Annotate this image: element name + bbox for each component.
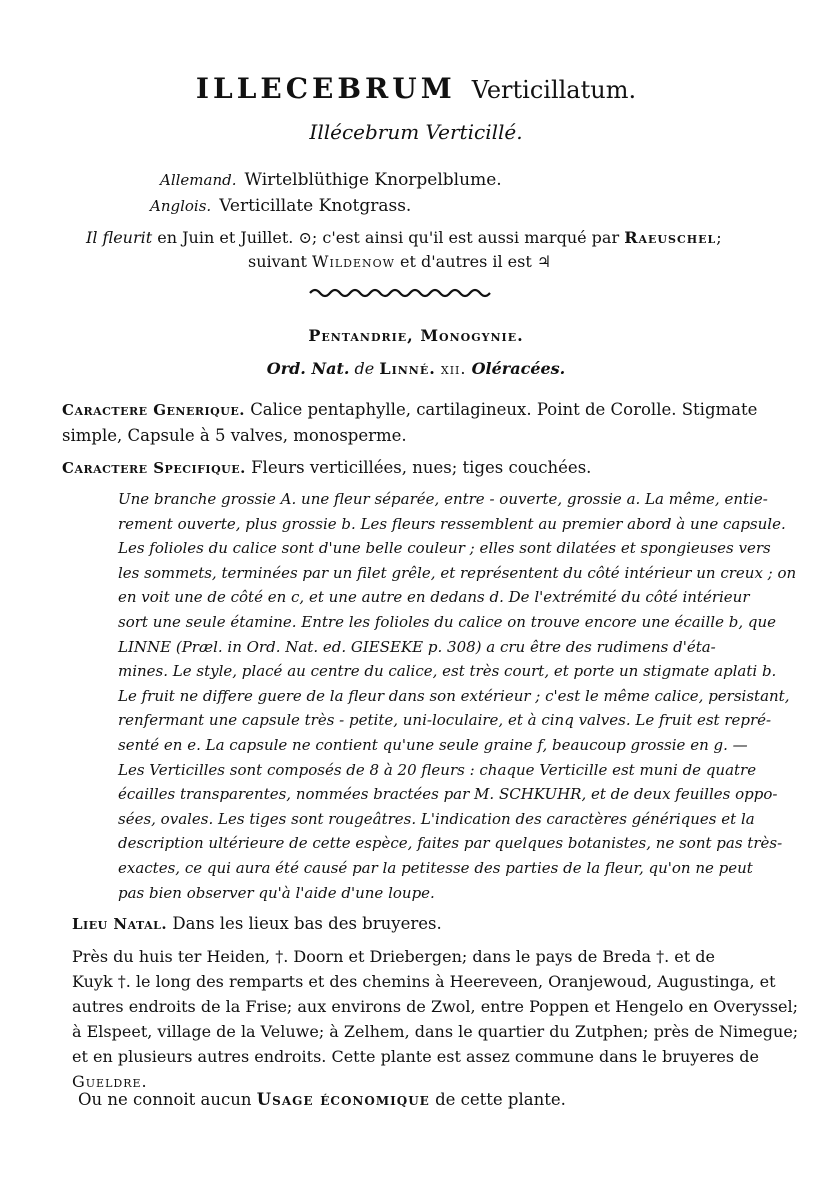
description-line: exactes, ce qui aura été causé par la petitesse des parties de la fleur, qu'on ne peut — [118, 858, 753, 877]
flowering-text: en Juin et Juillet. ⊙; c'est ainsi qu'il est aussi marqué par — [157, 228, 620, 247]
description-line: Une branche grossie A. une fleur séparée, entre - ouverte, grossie a. La même, entie- — [118, 490, 768, 508]
description-line: Les folioles du calice sont d'une belle couleur ; elles sont dilatées et spongieuses vers — [118, 539, 771, 558]
order-text: de — [354, 359, 375, 378]
description-line: écailles transparentes, nommées bractées par M. SCHKUHR, et de deux feuilles oppo- — [118, 785, 778, 804]
ornament-divider — [308, 286, 494, 300]
habitat-label: Lieu Natal. — [72, 915, 168, 933]
locality-line: à Elspeet, village de la Veluwe; à Zelhem, dans le quartier du Zutphen; près de Nimegue; — [72, 1022, 799, 1041]
description-line: pas bien observer qu'à l'aide d'une loupe. — [118, 883, 435, 902]
locality-line: autres endroits de la Frise; aux environs de Zwol, entre Poppen et Hengelo en Overyssel; — [72, 997, 799, 1016]
vernacular-name: Wirtelblüthige Knorpelblume. — [244, 170, 502, 190]
french-name: Illécebrum Verticillé. — [309, 120, 523, 144]
german-name-line — [160, 170, 502, 190]
natural-order-line — [0, 359, 832, 378]
generic-character-text: Calice pentaphylle, cartilagineux. Point de Corolle. Stigmate — [250, 400, 758, 419]
description-line: LINNE (Præl. in Ord. Nat. ed. GIESEKE p. 308) a cru être des rudimens d'éta- — [118, 637, 716, 656]
page-title — [0, 72, 832, 105]
locality-line: Gueldre. — [72, 1072, 148, 1091]
generic-character-line-2: simple, Capsule à 5 valves, monosperme. — [62, 426, 407, 445]
order-label: Ord. Nat. — [266, 359, 350, 378]
author-name: Wildenow — [312, 252, 395, 271]
usage-line — [78, 1090, 566, 1109]
locality-line: et en plusieurs autres endroits. Cette plante est assez commune dans le bruyeres de — [72, 1047, 759, 1066]
punctuation: ; — [716, 228, 722, 247]
description-line: Les Verticilles sont composés de 8 à 20 fleurs : chaque Verticille est muni de quatre — [118, 760, 757, 779]
flowering-text: suivant — [248, 252, 307, 271]
order-number: xii. — [440, 359, 467, 378]
description-line: description ultérieure de cette espèce, faites par quelques botanistes, ne sont pas très- — [118, 834, 783, 853]
description-line: senté en e. La capsule ne contient qu'une seule graine f, beaucoup grossie en g. — — [118, 735, 748, 754]
language-label: Anglois. — [150, 197, 212, 215]
description-line: Le fruit ne differe guere de la fleur dans son extérieur ; c'est le même calice, persistant, — [118, 686, 790, 705]
author-name: Raeuschel — [624, 228, 717, 247]
language-label: Allemand. — [160, 171, 237, 189]
flowering-label: Il fleurit — [86, 228, 153, 247]
species-name: Verticillatum. — [471, 76, 637, 104]
flowering-line-2 — [248, 252, 551, 271]
flowering-line-1 — [86, 228, 722, 247]
specific-character-text: Fleurs verticillées, nues; tiges couchées. — [251, 458, 592, 477]
description-line: les sommets, terminées par un filet grêle, et représentent du côté intérieur un creux ; on — [118, 563, 797, 582]
generic-character-label: Caractere Generique. — [62, 401, 245, 419]
usage-label: Usage économique — [256, 1090, 430, 1109]
locality-line: Kuyk †. le long des remparts et des chemins à Heereveen, Oranjewoud, Augustinga, et — [72, 972, 776, 991]
generic-character-line-1 — [62, 400, 757, 419]
vernacular-name: Verticillate Knotgrass. — [219, 196, 412, 216]
usage-text: Ou ne connoit aucun — [78, 1090, 252, 1109]
flowering-text: et d'autres il est ♃ — [400, 252, 552, 271]
locality-line: Près du huis ter Heiden, †. Doorn et Driebergen; dans le pays de Breda †. et de — [72, 947, 715, 966]
description-paragraph — [118, 487, 797, 905]
order-name: Oléracées. — [471, 359, 566, 378]
description-line: sées, ovales. Les tiges sont rougeâtres. L'indication des caractères génériques et la — [118, 809, 755, 828]
description-line: mines. Le style, placé au centre du calice, est très court, et porte un stigmate aplati b. — [118, 662, 777, 681]
habitat-line — [72, 914, 442, 933]
english-name-line — [150, 196, 411, 216]
specific-character-line — [62, 458, 591, 477]
author-name: Linné. — [379, 359, 436, 378]
usage-text: de cette plante. — [435, 1090, 566, 1109]
specific-character-label: Caractere Specifique. — [62, 459, 246, 477]
genus-name: ILLECEBRUM — [195, 72, 456, 105]
description-line: rement ouverte, plus grossie b. Les fleurs ressemblent au premier abord à une capsule. — [118, 514, 786, 533]
description-line: sort une seule étamine. Entre les folioles du calice on trouve encore une écaille b, que — [118, 612, 776, 631]
localities-paragraph — [72, 944, 799, 1094]
description-line: renfermant une capsule très - petite, uni-loculaire, et à cinq valves. Le fruit est repré- — [118, 711, 772, 730]
habitat-text: Dans les lieux bas des bruyeres. — [172, 914, 442, 933]
description-line: en voit une de côté en c, et une autre en dedans d. De l'extrémité du côté intérieur — [118, 588, 750, 607]
linnaean-class: Pentandrie, Monogynie. — [308, 326, 524, 345]
